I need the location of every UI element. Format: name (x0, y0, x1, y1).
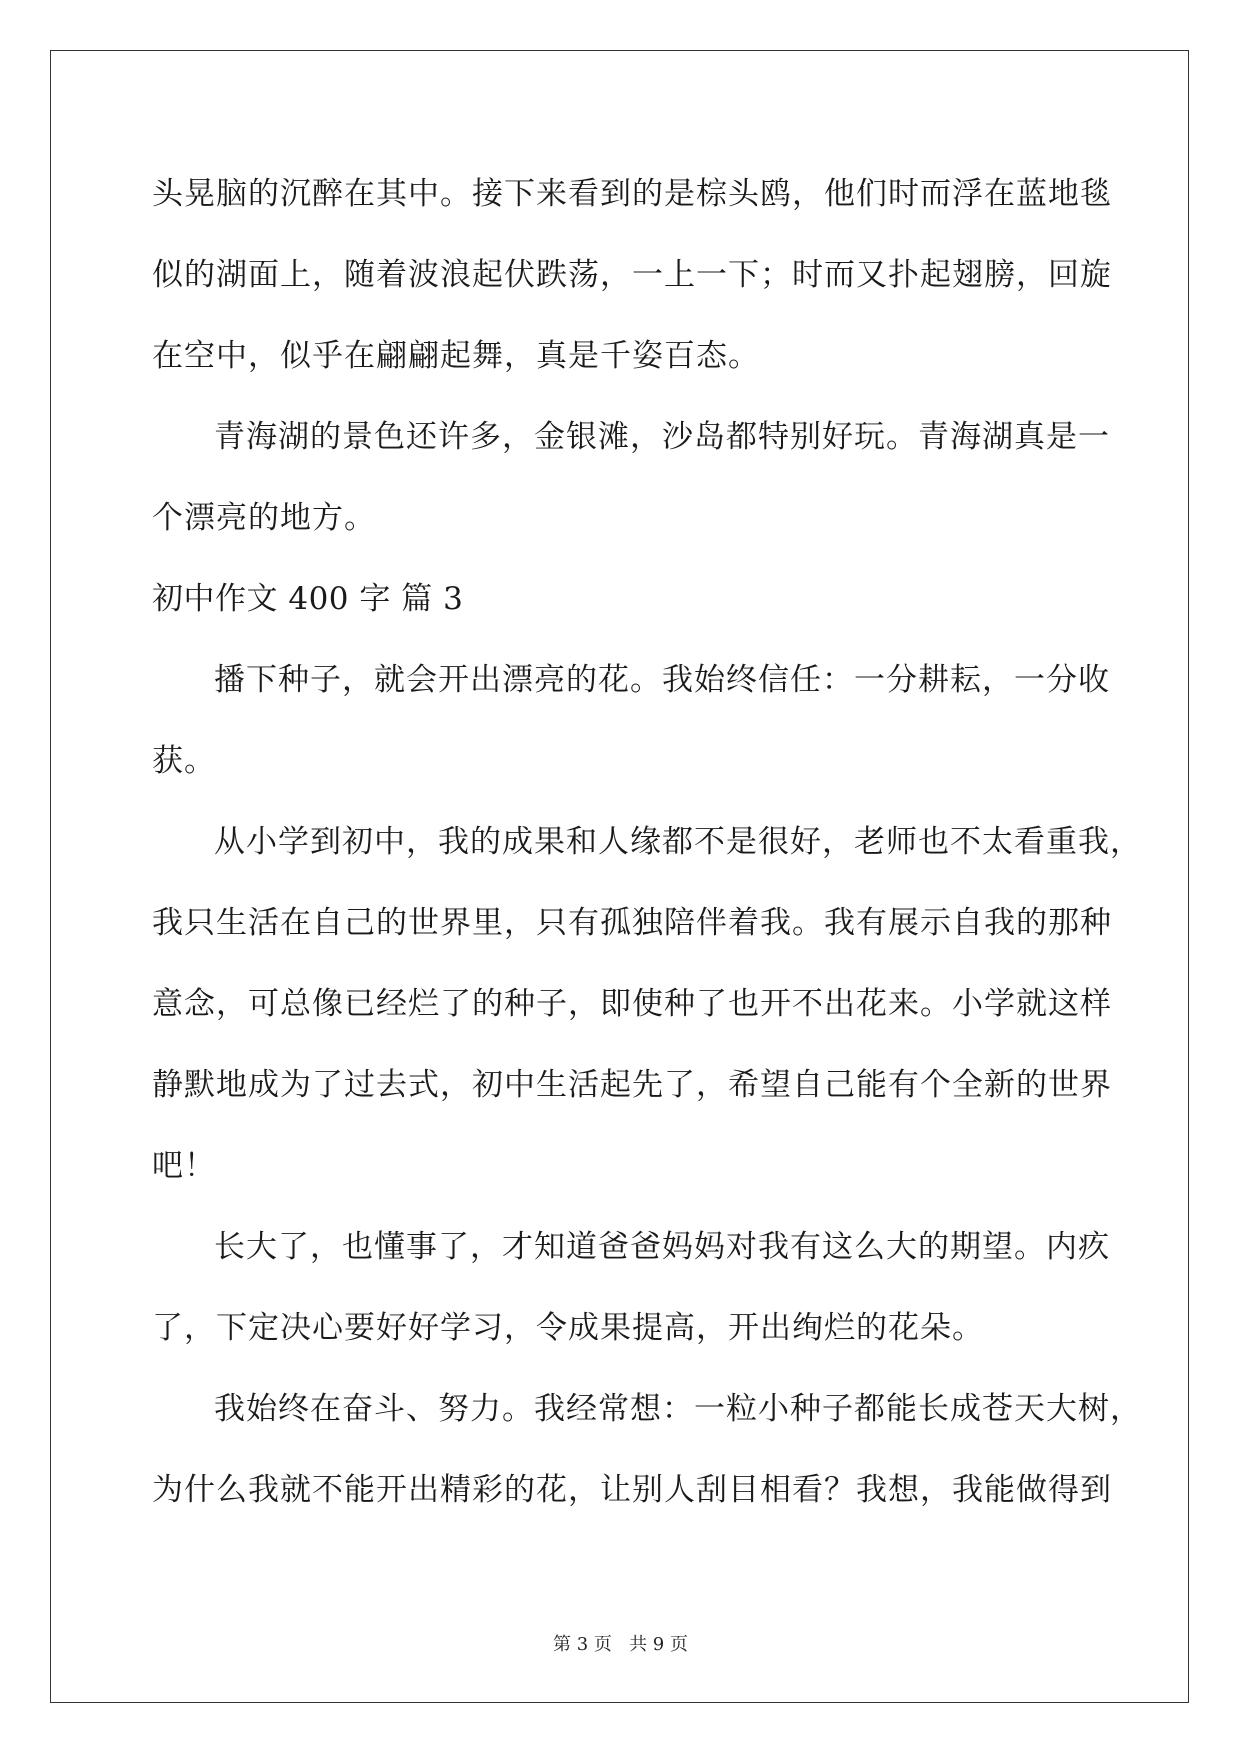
text-line: 个漂亮的地方。 (152, 500, 376, 536)
text-line: 我始终在奋斗、努力。我经常想：一粒小种子都能长成苍天大树， (214, 1391, 1142, 1427)
section-heading: 初中作文 400 字 篇 3 (152, 581, 464, 617)
text-line: 从小学到初中，我的成果和人缘都不是很好，老师也不太看重我， (214, 824, 1142, 860)
text-line: 似的湖面上，随着波浪起伏跌荡，一上一下；时而又扑起翅膀，回旋 (152, 257, 1112, 293)
text-line: 了，下定决心要好好学习，令成果提高，开出绚烂的花朵。 (152, 1310, 984, 1346)
page-number-footer: 第 3 页 共 9 页 (553, 1634, 688, 1655)
text-line: 在空中，似乎在翩翩起舞，真是千姿百态。 (152, 338, 760, 374)
text-line: 播下种子，就会开出漂亮的花。我始终信任：一分耕耘，一分收 (214, 662, 1110, 698)
text-line: 获。 (152, 743, 216, 779)
text-line: 为什么我就不能开出精彩的花，让别人刮目相看？我想，我能做得到 (152, 1472, 1112, 1508)
text-line: 静默地成为了过去式，初中生活起先了，希望自己能有个全新的世界 (152, 1067, 1112, 1103)
text-line: 吧！ (152, 1148, 216, 1184)
text-line: 我只生活在自己的世界里，只有孤独陪伴着我。我有展示自我的那种 (152, 905, 1112, 941)
document-body (152, 154, 1142, 1531)
text-line: 长大了，也懂事了，才知道爸爸妈妈对我有这么大的期望。内疚 (214, 1229, 1110, 1265)
text-line: 青海湖的景色还许多，金银滩，沙岛都特别好玩。青海湖真是一 (214, 419, 1110, 455)
text-line: 意念，可总像已经烂了的种子，即使种了也开不出花来。小学就这样 (152, 986, 1112, 1022)
text-line: 头晃脑的沉醉在其中。接下来看到的是棕头鸥，他们时而浮在蓝地毯 (152, 176, 1112, 212)
